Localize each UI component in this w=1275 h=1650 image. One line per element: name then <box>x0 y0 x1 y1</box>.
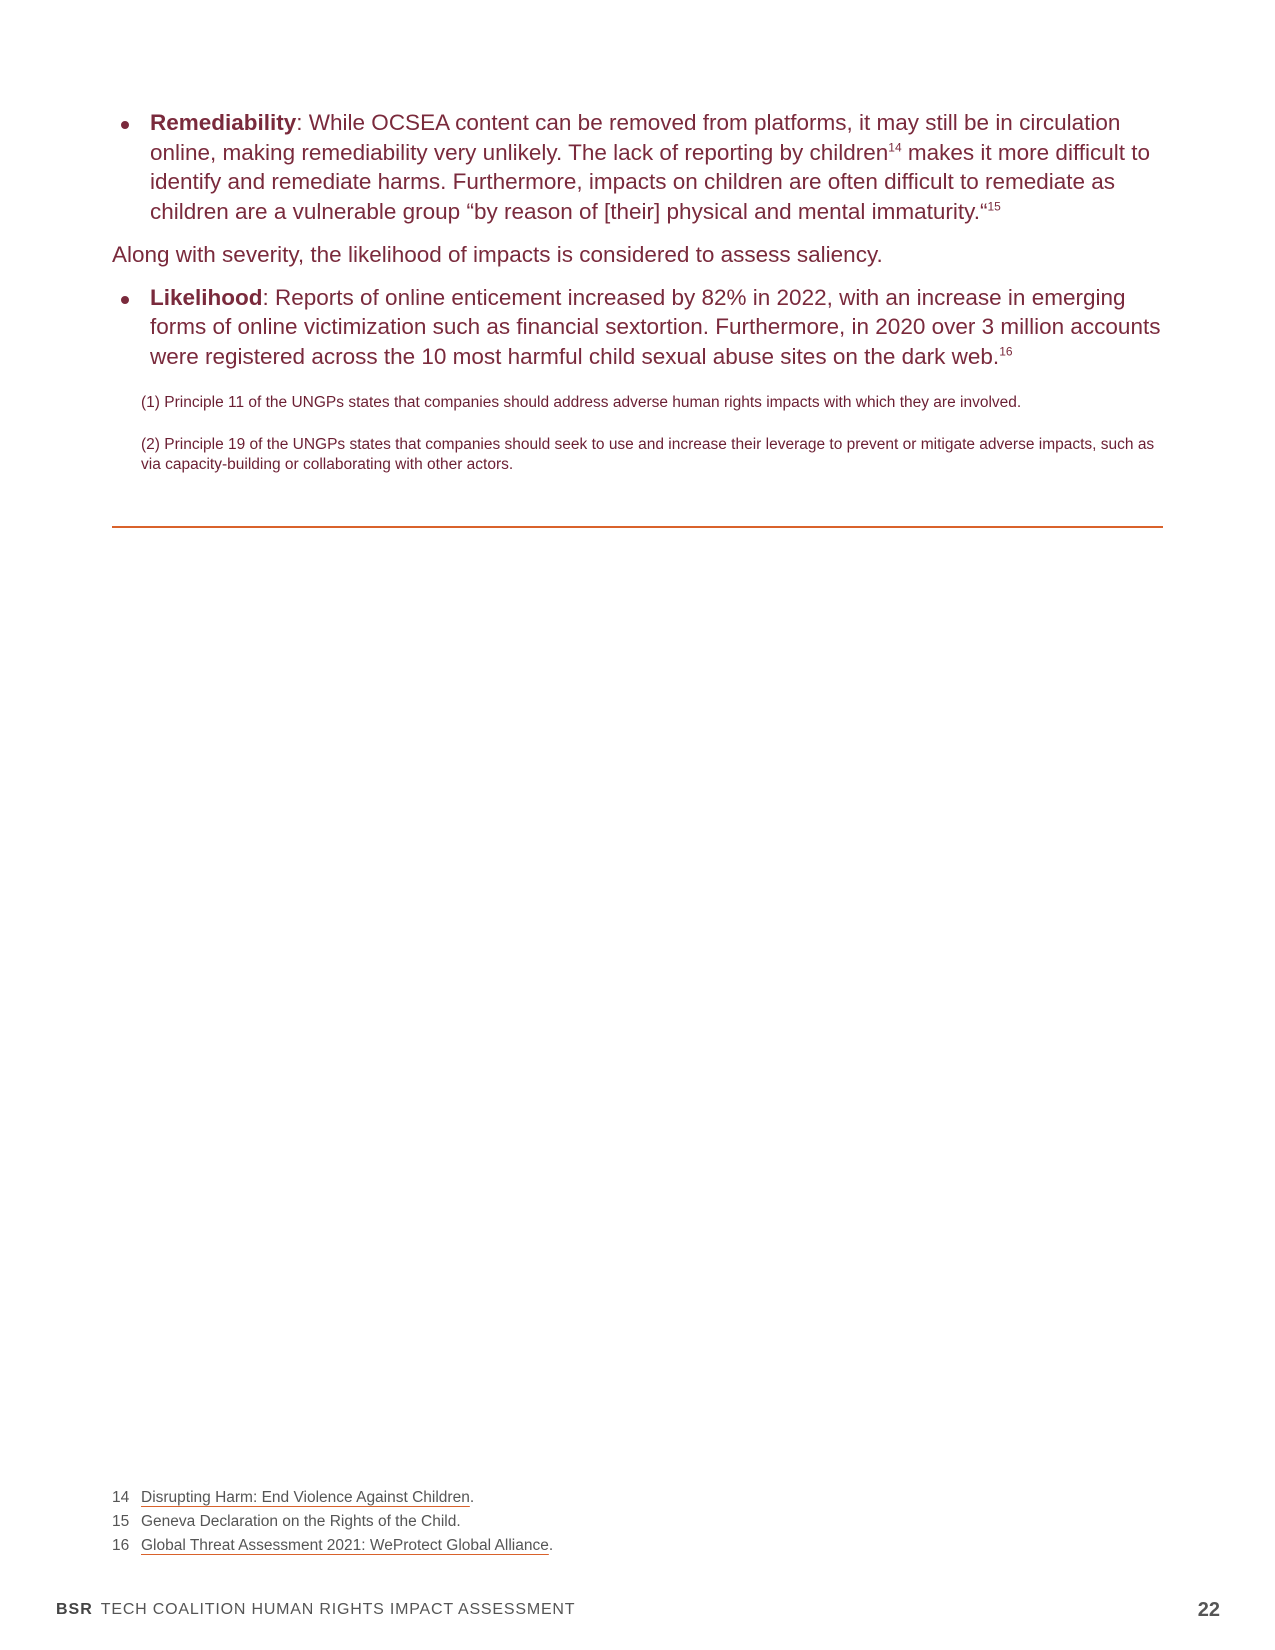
principle-note: (2) Principle 19 of the UNGPs states that companies should seek to use and increase their leverage to prevent or mitigate adverse impacts, such as via capacity-building or collaborating with other actors. <box>141 436 1155 473</box>
main-content <box>112 108 1162 497</box>
section-divider <box>112 526 1163 528</box>
footer-brand: BSR <box>56 1601 93 1618</box>
bullet-dot-icon <box>121 121 129 129</box>
footnote-ref[interactable]: 15 <box>987 199 1001 213</box>
footnote-item <box>112 1486 912 1510</box>
footnote-suffix: . <box>469 1489 475 1506</box>
footnote-ref[interactable]: 14 <box>888 140 902 154</box>
bullet-text: : While OCSEA content can be removed from platforms, it may still be in circulation online, making remediability very unlikely. The lack of reporting by children <box>150 110 1121 165</box>
principle-note: (1) Principle 11 of the UNGPs states that companies should address adverse human rights impacts with which they are involved. <box>141 394 1022 411</box>
page-footer <box>56 1601 1220 1623</box>
bullet-text: makes it more difficult to identify and remediate harms. Furthermore, impacts on children are often difficult to remediate as children are a vulnerable group “by reason of [their] physical and mental immaturity.“ <box>150 139 1151 224</box>
footer-title: TECH COALITION HUMAN RIGHTS IMPACT ASSESSMENT <box>100 1601 576 1618</box>
footnote-number: 16 <box>112 1537 130 1554</box>
bullet-dot-icon <box>121 296 129 304</box>
bullet-term: Likelihood <box>150 284 263 310</box>
footnote-item <box>112 1510 912 1534</box>
bullet-list-likelihood <box>112 283 1162 372</box>
footnotes <box>112 1486 912 1558</box>
footnote-item <box>112 1534 912 1558</box>
footnote-number: 14 <box>112 1489 130 1506</box>
bullet-list-remediability <box>112 108 1162 226</box>
page-number: 22 <box>1197 1599 1220 1621</box>
principle-notes <box>112 393 1162 475</box>
bullet-term: Remediability <box>150 110 297 135</box>
bullet-item-remediability <box>112 108 1162 226</box>
footnote-number: 15 <box>112 1513 130 1530</box>
footnote-suffix: . <box>548 1537 554 1554</box>
body-paragraph: Along with severity, the likelihood of impacts is considered to assess saliency. <box>112 242 883 267</box>
footnote-ref[interactable]: 16 <box>999 344 1013 358</box>
footnote-text: Geneva Declaration on the Rights of the Child. <box>141 1513 461 1530</box>
bullet-item-likelihood <box>112 283 1162 372</box>
footnote-link[interactable]: Disrupting Harm: End Violence Against Children <box>141 1489 470 1506</box>
footnote-link[interactable]: Global Threat Assessment 2021: WeProtect Global Alliance <box>141 1537 549 1554</box>
bullet-text: : Reports of online enticement increased by 82% in 2022, with an increase in emerging forms of online victimization such as financial sextortion. Furthermore, in 2020 over 3 million accounts were registered across the 10 most harmful child sexual abuse sites on the dark web. <box>150 284 1161 369</box>
